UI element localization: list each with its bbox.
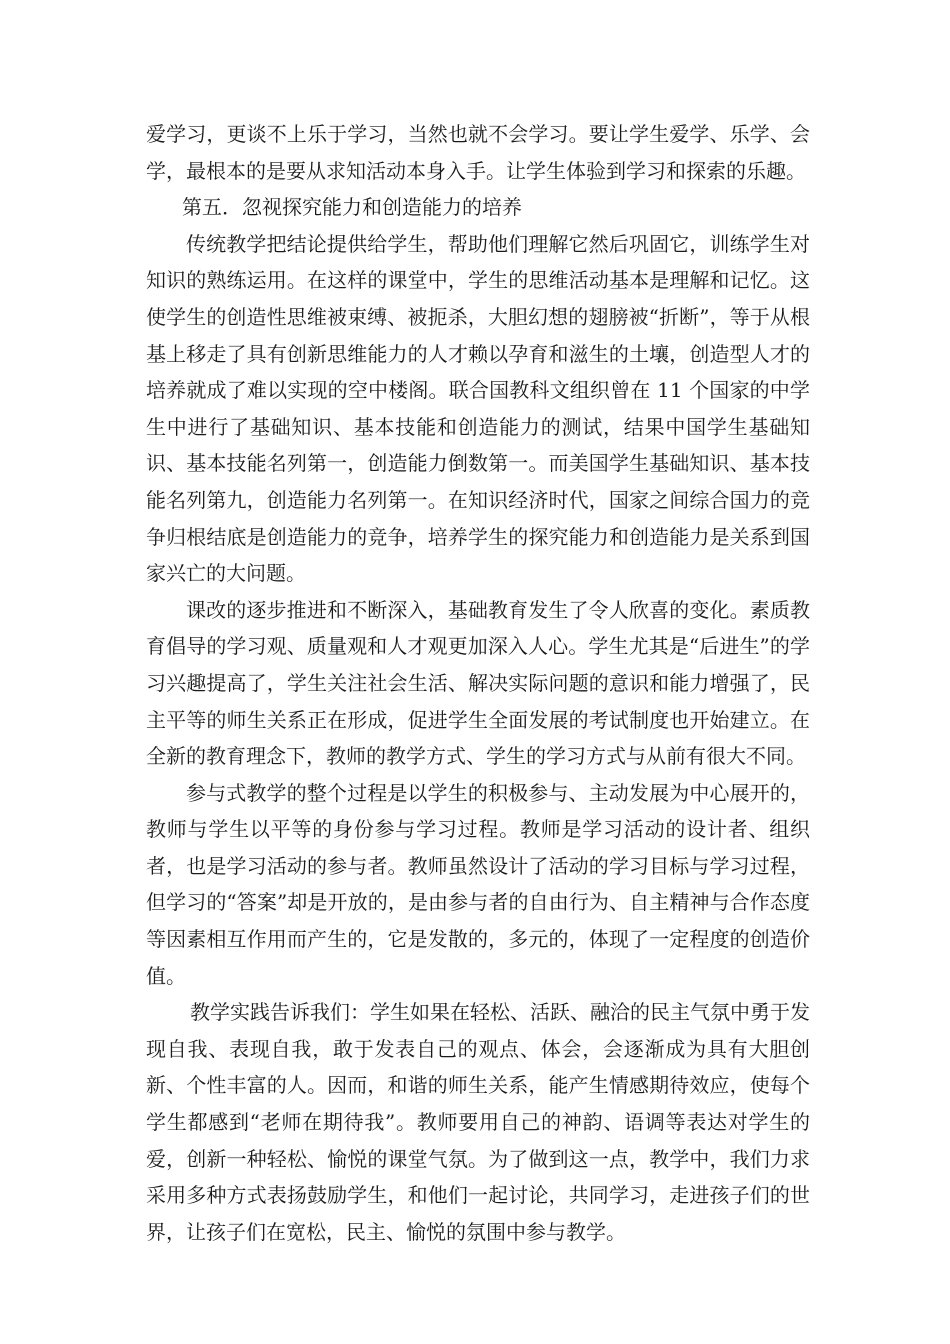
section-heading: 第五．忽视探究能力和创造能力的培养 xyxy=(182,195,522,220)
document-body xyxy=(146,116,810,1250)
paragraph-teaching-practice: 教学实践告诉我们：学生如果在轻松、活跃、融洽的民主气氛中勇于发现自我、表现自我，敢于发表自己的观点、体会，会逐渐成为具有大胆创新、个性丰富的人。因而，和谐的师生关系，能产生情感期待效应，使每个学生都感到“老师在期待我”。教师要用自己的神韵、语调等表达对学生的爱，创新一种轻松、愉悦的课堂气氛。为了做到这一点，教学中，我们力求采用多种方式表扬鼓励学生，和他们一起讨论，共同学习，走进孩子们的世界，让孩子们在宽松，民主、愉悦的氛围中参与教学。 xyxy=(146,1000,810,1244)
paragraph-continuation: 爱学习，更谈不上乐于学习，当然也就不会学习。要让学生爱学、乐学、会学，最根本的是要从求知活动本身入手。让学生体验到学习和探索的乐趣。 xyxy=(146,122,810,183)
paragraph-traditional-teaching: 传统教学把结论提供给学生，帮助他们理解它然后巩固它，训练学生对知识的熟练运用。在这样的课堂中，学生的思维活动基本是理解和记忆。这使学生的创造性思维被束缚、被扼杀，大胆幻想的翅膀被“折断”，等于从根基上移走了具有创新思维能力的人才赖以孕育和滋生的土壤，创造型人才的培养就成了难以实现的空中楼阁。联合国教科文组织曾在 11 个国家的中学生中进行了基础知识、基本技能和创造能力的测试，结果中国学生基础知识、基本技能名列第一，创造能力倒数第一。而美国学生基础知识、基本技能名列第九，创造能力名列第一。在知识经济时代，国家之间综合国力的竞争归根结底是创造能力的竞争，培养学生的探究能力和创造能力是关系到国家兴亡的大问题。 xyxy=(146,231,810,586)
paragraph-participatory-teaching: 参与式教学的整个过程是以学生的积极参与、主动发展为中心展开的，教师与学生以平等的身份参与学习过程。教师是学习活动的设计者、组织者，也是学习活动的参与者。教师虽然设计了活动的学习目标与学习过程，但学习的“答案”却是开放的，是由参与者的自由行为、自主精神与合作态度等因素相互作用而产生的，它是发散的，多元的，体现了一定程度的创造价值。 xyxy=(146,780,810,988)
paragraph-curriculum-reform: 课改的逐步推进和不断深入，基础教育发生了令人欣喜的变化。素质教育倡导的学习观、质量观和人才观更加深入人心。学生尤其是“后进生”的学习兴趣提高了，学生关注社会生活、解决实际问题的意识和能力增强了，民主平等的师生关系正在形成，促进学生全面发展的考试制度也开始建立。在全新的教育理念下，教师的教学方式、学生的学习方式与从前有很大不同。 xyxy=(146,597,810,769)
